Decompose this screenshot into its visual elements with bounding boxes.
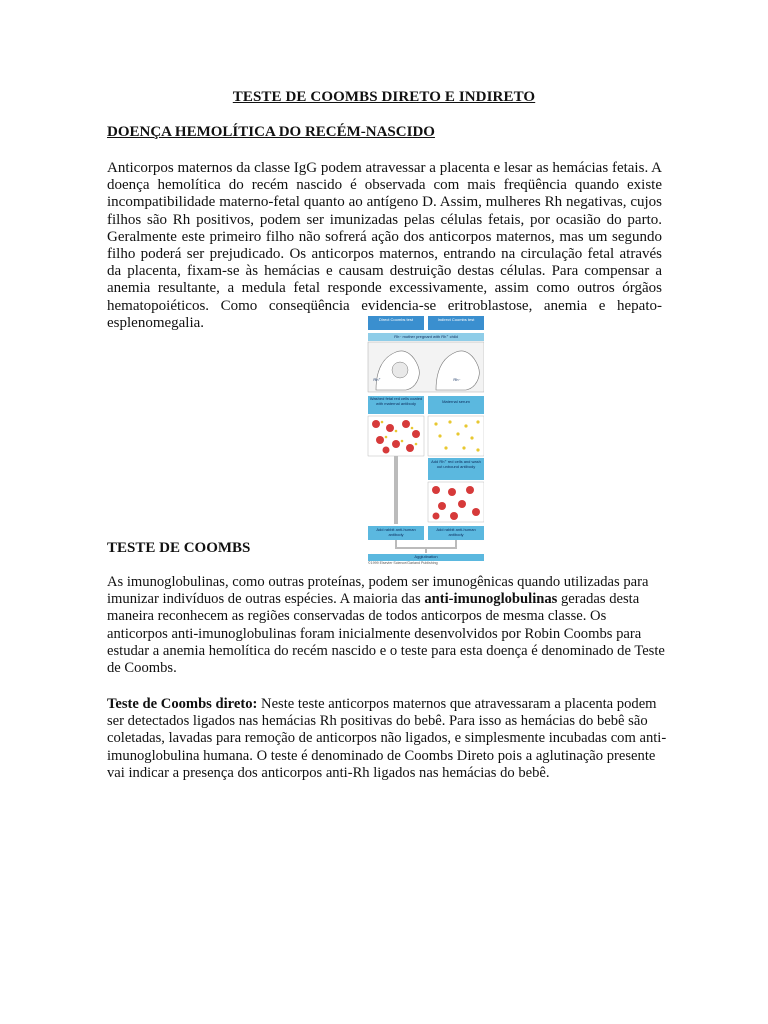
rh-minus-label: Rh⁻: [453, 377, 461, 382]
direct-header-label: Direct Coombs test: [378, 317, 413, 322]
paragraph-coombs-text-1: As imunoglobulinas, como outras proteínas, podem ser imunogênicas quando utilizadas para imunizar indivíduos de outras espécies. A maioria das: [107, 574, 649, 608]
section-heading-coombs-test: TESTE DE COOMBS: [107, 540, 251, 556]
direct-coombs-text: Neste teste anticorpos maternos que atravessaram a placenta podem ser detectados ligados nas hemácias Rh positivas do bebê. Para isso as hemácias do bebê são coletadas, lavadas para remoção de anticorpos não ligados, e simplesmente incubadas com anti-imunoglobulina humana. O teste é denominado de Coombs Direto pois a aglutinação presente vai indicar a presença dos anticorpos anti-Rh ligados nas hemácias do bebê.: [107, 696, 667, 781]
maternal-serum-label: Maternal serum: [442, 399, 470, 404]
banner-label: Rh⁻ mother pregnant with Rh⁺ child: [394, 334, 458, 339]
washed-cells-label: Washed fetal red cells coated with maternal antibody: [369, 396, 423, 406]
paragraph-coombs-text-2: geradas desta maneira reconhecem as regiões conservadas de todos anticorpos de mesma classe. Os anticorpos anti-imunoglobulinas foram inicialmente desenvolvidos por Robin Coombs para estudar a anemia hemolítica do recém nascido e o teste para esta doença é denominado de Teste de Coombs.: [107, 591, 665, 677]
serum-antibody-panel: [428, 416, 484, 456]
agglutination-label: Agglutination: [414, 554, 438, 559]
figure-credit: ©1999 Elsevier Science/Garland Publishing: [368, 561, 438, 565]
coombs-test-figure: [366, 316, 484, 568]
paragraph-coombs-test: [107, 574, 667, 677]
paragraph-hemolytic-disease: Anticorpos maternos da classe IgG podem atravessar a placenta e lesar as hemácias fetais. A doença hemolítica do recém nascido é observada com mais freqüência quando existe incompatibilidade materno-fetal quanto ao antígeno D. Assim, mulheres Rh negativas, cujos filhos são Rh positivos, podem ser imunizadas pelas células fetais, por ocasião do parto. Geralmente este primeiro filho não sofrerá ação dos anticorpos maternos, mas um segundo filho poderá ser prejudicado. Os anticorpos maternos, entrando na circulação fetal através da placenta, fixam-se às hemácias e causam destruição destas células. Para compensar a anemia resultante, a medula fetal responde excessivamente, assim como outros órgãos hematopoiéticos. Como conseqüência evidencia-se eritroblastose, anemia e hepato-esplenomegalia.: [107, 160, 662, 331]
rabbit-right-label: Add rabbit anti-human antibody: [436, 527, 476, 537]
rabbit-left-label: Add rabbit anti-human antibody: [376, 527, 416, 537]
document-title: TESTE DE COOMBS DIRETO E INDIRETO: [232, 89, 536, 105]
add-rh-cells-label: Add Rh⁺ red cells and wash out unbound antibody: [431, 459, 481, 469]
indirect-header-label: Indirect Coombs test: [437, 317, 475, 322]
fetus-left: [392, 362, 408, 378]
rh-plus-label: Rh⁺: [373, 377, 381, 382]
merge-arrows: [396, 540, 456, 553]
section-heading-hemolytic-disease: DOENÇA HEMOLÍTICA DO RECÉM-NASCIDO: [107, 124, 435, 140]
direct-coombs-label: Teste de Coombs direto:: [107, 696, 258, 712]
paragraph-direct-coombs: [107, 696, 667, 782]
anti-immunoglobulin-term: anti-imunoglobulinas: [424, 591, 558, 608]
